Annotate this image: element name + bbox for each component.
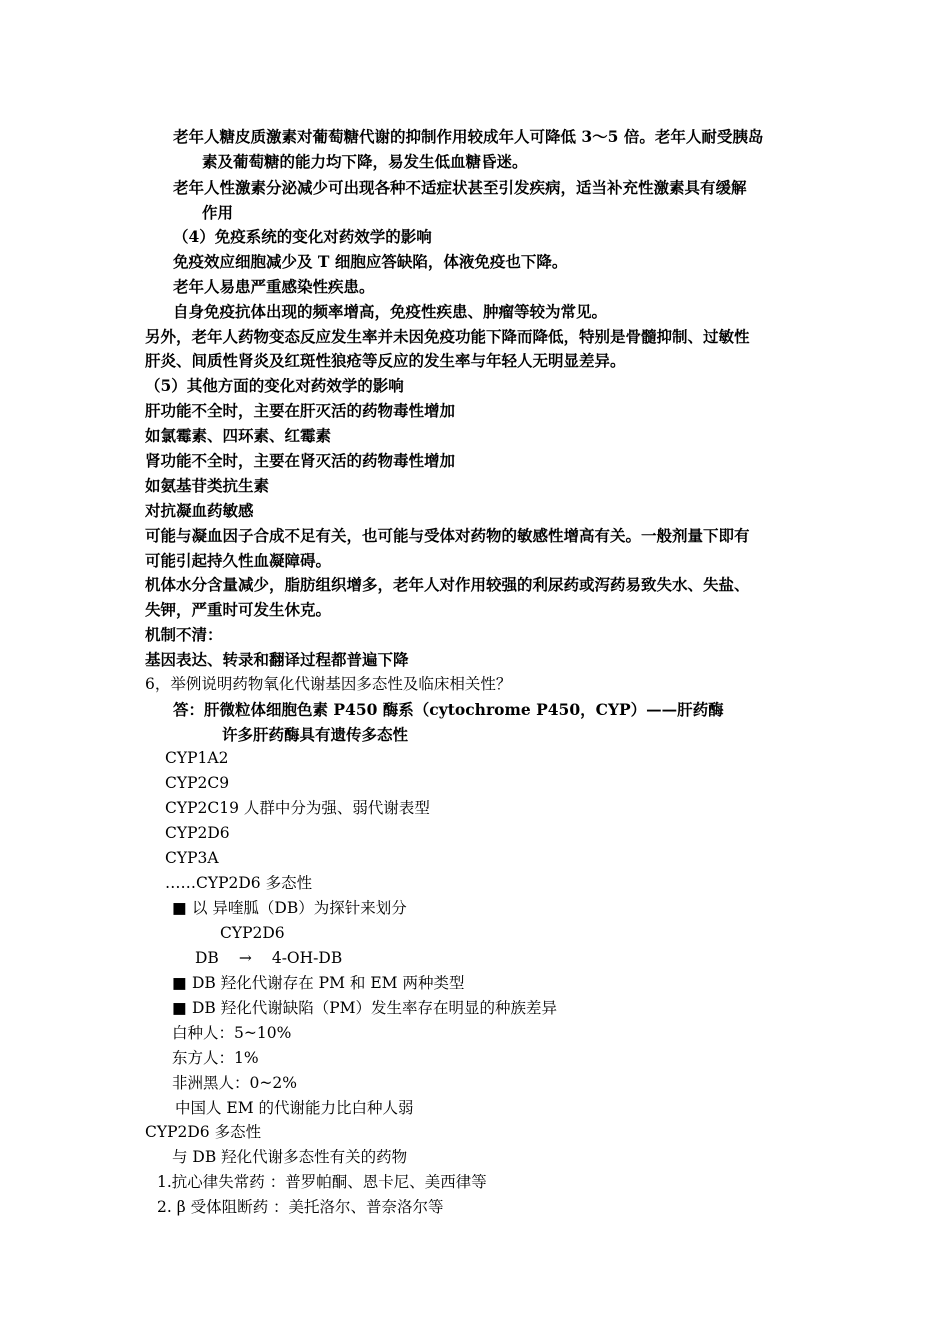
text-line: CYP2D6 [165,824,230,842]
bullet-text: DB 羟化代谢存在 PM 和 EM 两种类型 [192,974,465,992]
text-line: 可能引起持久性血凝障碍。 [145,551,332,570]
bullet-icon: ■ [172,899,187,917]
text-line: 机体水分含量减少，脂肪组织增多，老年人对作用较强的利尿药或泻药易致失水、失盐、 [145,575,750,594]
reaction-line [195,946,342,971]
text-line: 肝炎、间质性肾炎及红斑性狼疮等反应的发生率与年轻人无明显差异。 [145,351,626,370]
text-line: 机制不清： [145,625,223,644]
text-line: 老年人易患严重感染性疾患。 [173,277,375,296]
question-line: 6，举例说明药物氧化代谢基因多态性及临床相关性？ [145,675,512,693]
text-line: 失钾，严重时可发生休克。 [145,600,332,619]
text-line: CYP3A [165,849,219,867]
text-line: 如氨基苷类抗生素 [145,476,270,495]
text-line: 白种人：5~10% [172,1024,292,1042]
text-line: 肾功能不全时，主要在肾灭活的药物毒性增加 [145,451,456,470]
text-line: 非洲黑人：0~2% [172,1074,297,1092]
text-line: 与 DB 羟化代谢多态性有关的药物 [172,1148,408,1166]
text-line: CYP1A2 [165,749,229,767]
text-line: CYP2C19 人群中分为强、弱代谢表型 [165,799,430,817]
bullet-text: 以 异喹胍（DB）为探针来划分 [192,899,407,917]
text-line: 老年人糖皮质激素对葡萄糖代谢的抑制作用较成年人可降低 3～5 倍。老年人耐受胰岛 [173,127,764,146]
text-line: CYP2C9 [165,774,230,792]
text-line: CYP2D6 多态性 [145,1123,262,1141]
bullet-item [172,896,407,921]
text-line: 基因表达、转录和翻译过程都普遍下降 [145,650,409,669]
text-line: 素及葡萄糖的能力均下降，易发生低血糖昏迷。 [202,152,528,171]
text-line: 对抗凝血药敏感 [145,501,254,520]
bullet-text: DB 羟化代谢缺陷（PM）发生率存在明显的种族差异 [192,999,558,1017]
bullet-item [172,971,464,996]
reactant: DB [195,949,219,967]
text-line: ……CYP2D6 多态性 [165,874,313,892]
list-item: 2. β 受体阻断药 ：美托洛尔、普奈洛尔等 [157,1198,444,1216]
list-item: 1.抗心律失常药 ：普罗帕酮、恩卡尼、美西律等 [157,1173,487,1191]
text-line: 东方人：1% [172,1049,259,1067]
product: 4-OH-DB [271,949,343,967]
bullet-icon: ■ [172,974,187,992]
arrow-icon: → [238,949,252,967]
text-line: 可能与凝血因子合成不足有关，也可能与受体对药物的敏感性增高有关。一般剂量下即有 [145,526,750,545]
text-line: CYP2D6 [220,924,285,942]
text-line: 中国人 EM 的代谢能力比白种人弱 [175,1099,414,1117]
text-line: 肝功能不全时，主要在肝灭活的药物毒性增加 [145,401,456,420]
text-line: 另外，老年人药物变态反应发生率并未因免疫功能下降而降低，特别是骨髓抑制、过敏性 [145,327,750,346]
bullet-icon: ■ [172,999,187,1017]
bullet-item [172,996,557,1021]
text-line: 作用 [202,203,234,222]
text-line: 老年人性激素分泌减少可出现各种不适症状甚至引发疾病，适当补充性激素具有缓解 [173,178,747,197]
section-heading: （5）其他方面的变化对药效学的影响 [145,376,404,395]
answer-line: 答：肝微粒体细胞色素 P450 酶系（cytochrome P450，CYP）——肝药酶 [173,700,724,719]
text-line: 许多肝药酶具有遗传多态性 [222,725,409,744]
text-line: 免疫效应细胞减少及 T 细胞应答缺陷，体液免疫也下降。 [173,252,568,271]
text-line: 如氯霉素、四环素、红霉素 [145,426,332,445]
section-heading: （4）免疫系统的变化对药效学的影响 [173,227,432,246]
text-line: 自身免疫抗体出现的频率增高，免疫性疾患、肿瘤等较为常见。 [173,302,608,321]
